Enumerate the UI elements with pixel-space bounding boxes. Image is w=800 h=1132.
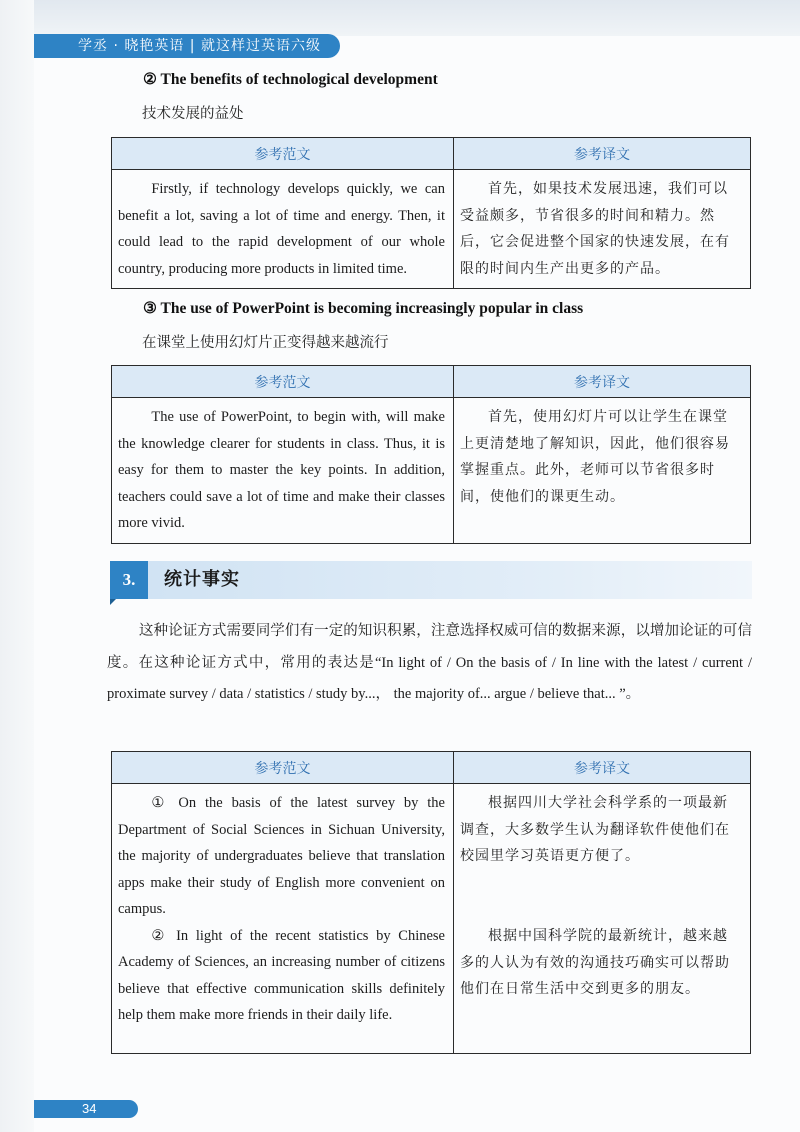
section-number-fold	[110, 599, 116, 605]
table-header-row	[112, 138, 751, 170]
chinese-cell	[454, 784, 751, 1054]
english-paragraph-1: ① On the basis of the latest survey by the Department of Social Sciences in Sichuan University, the majority of undergraduates believe that translation apps make their study of English more convenient on campus.	[118, 795, 445, 917]
column-header-model-essay: 参考范文	[112, 138, 454, 170]
column-header-translation: 参考译文	[454, 138, 751, 170]
table-row	[112, 398, 751, 544]
english-cell	[112, 784, 454, 1054]
example-table-benefits	[111, 137, 751, 289]
example-table-powerpoint	[111, 365, 751, 544]
column-header-translation: 参考译文	[454, 752, 751, 784]
english-paragraph: The use of PowerPoint, to begin with, will make the knowledge clearer for students in class. Thus, it is easy for them to master the key points. In addition, teachers could save a lot of time and make their classes more vivid.	[118, 409, 445, 531]
english-paragraph: Firstly, if technology develops quickly, we can benefit a lot, saving a lot of time and energy. Then, it could lead to the rapid development of our whole country, producing more products in limited time.	[118, 181, 445, 277]
section-intro-paragraph: 这种论证方式需要同学们有一定的知识积累，注意选择权威可信的数据来源，以增加论证的可信度。在这种论证方式中，常用的表达是“In light of / On the basis of / In line with the latest / current / proximate survey / data / statistics / study by...， the majority of... argue / believe that... ”。	[107, 623, 752, 702]
heading-powerpoint-en: ③ The use of PowerPoint is becoming increasingly popular in class	[143, 300, 584, 317]
heading-benefits-cn: 技术发展的益处	[142, 106, 244, 122]
table-row	[112, 170, 751, 289]
chinese-paragraph-1: 根据四川大学社会科学系的一项最新调查，大多数学生认为翻译软件使他们在校园里学习英语更方便了。	[460, 795, 730, 864]
top-band	[34, 0, 800, 36]
chinese-cell	[454, 398, 751, 544]
running-header: 学丞 · 晓艳英语 | 就这样过英语六级	[34, 34, 340, 58]
heading-benefits-en: ② The benefits of technological development	[143, 71, 438, 88]
table-header-row	[112, 366, 751, 398]
english-cell	[112, 170, 454, 289]
example-table-statistics	[111, 751, 751, 1054]
chinese-paragraph-2: 根据中国科学院的最新统计，越来越多的人认为有效的沟通技巧确实可以帮助他们在日常生活中交到更多的朋友。	[460, 928, 730, 997]
column-header-model-essay: 参考范文	[112, 752, 454, 784]
english-paragraph-2: ② In light of the recent statistics by Chinese Academy of Sciences, an increasing number of citizens believe that effective communication skills definitely help them make more friends in their daily life.	[118, 927, 445, 1023]
section-number: 3.	[110, 561, 148, 599]
chinese-cell	[454, 170, 751, 289]
table-row	[112, 784, 751, 1054]
page-number: 34	[34, 1100, 138, 1118]
column-header-model-essay: 参考范文	[112, 366, 454, 398]
chinese-paragraph: 首先，使用幻灯片可以让学生在课堂上更清楚地了解知识，因此，他们很容易掌握重点。此外，老师可以节省很多时间，使他们的课更生动。	[460, 409, 730, 505]
heading-powerpoint-cn: 在课堂上使用幻灯片正变得越来越流行	[142, 335, 389, 351]
table-header-row	[112, 752, 751, 784]
section-title: 统计事实	[164, 569, 240, 590]
english-cell	[112, 398, 454, 544]
page-edge-decoration	[0, 0, 34, 1132]
column-header-translation: 参考译文	[454, 366, 751, 398]
chinese-paragraph: 首先，如果技术发展迅速，我们可以受益颇多，节省很多的时间和精力。然后，它会促进整个国家的快速发展，在有限的时间内生产出更多的产品。	[460, 181, 730, 277]
